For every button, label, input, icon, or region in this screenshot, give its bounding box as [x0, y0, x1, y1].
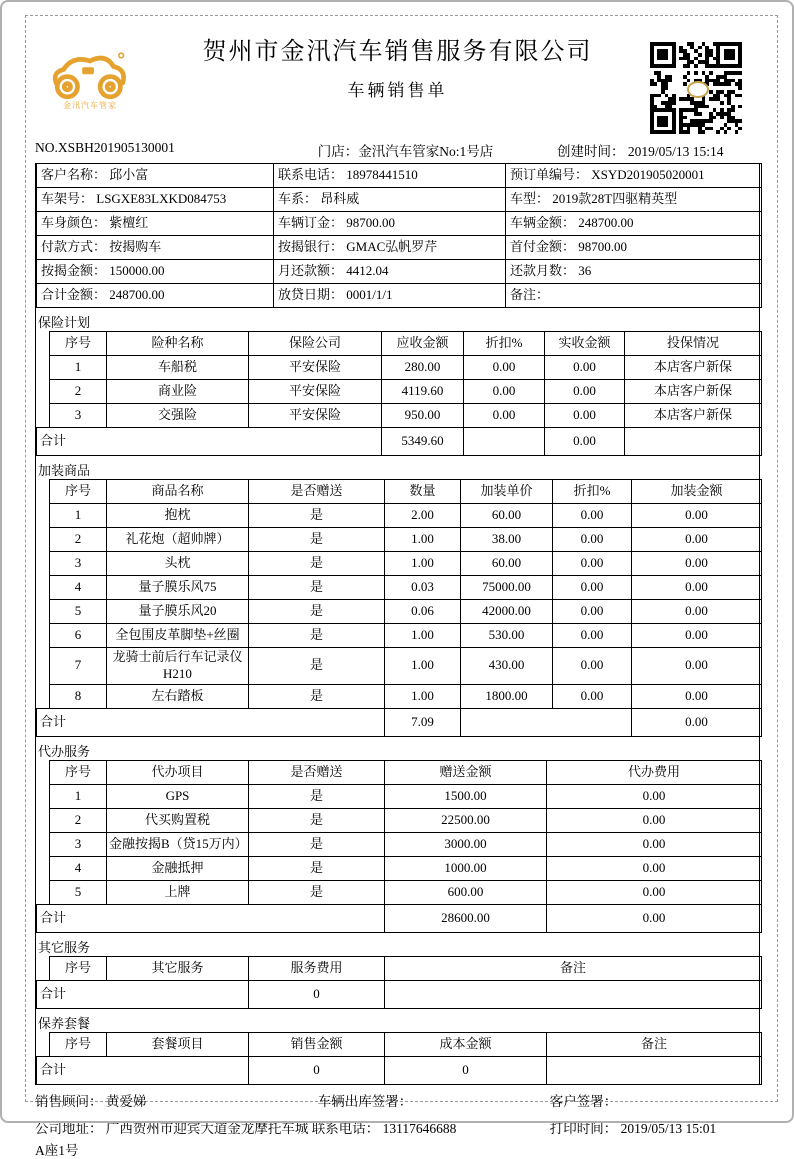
- table-cell: 4: [50, 856, 107, 880]
- table-cell: 0.00: [547, 880, 762, 904]
- table-cell: 0.00: [632, 528, 762, 552]
- table-cell: 0.00: [632, 684, 762, 708]
- table-row: [37, 648, 762, 685]
- table-cell: 是: [249, 504, 385, 528]
- table-cell: 量子膜乐风75: [107, 576, 249, 600]
- table-cell: 2: [50, 528, 107, 552]
- total-note: [385, 980, 762, 1008]
- table-row: [37, 528, 762, 552]
- total-mid-empty: [461, 708, 632, 736]
- table-row: [37, 856, 762, 880]
- logo-text: 金汛汽车管家: [63, 101, 117, 110]
- table-cell: 0.00: [553, 684, 632, 708]
- column-header: 险种名称: [107, 332, 249, 356]
- table-cell: 0.00: [464, 380, 545, 404]
- table-cell: 22500.00: [385, 808, 547, 832]
- table-cell: 按揭银行： GMAC弘帆罗芹: [274, 236, 506, 260]
- table-cell: 0.03: [385, 576, 461, 600]
- table-header-row: [37, 956, 762, 980]
- indent-spacer: [37, 880, 50, 904]
- table-cell: 0.00: [547, 856, 762, 880]
- table-cell: 0.00: [632, 576, 762, 600]
- table-cell: 1.00: [385, 648, 461, 685]
- table-cell: 商业险: [107, 380, 249, 404]
- company-logo: [35, 28, 145, 110]
- indent-spacer: [37, 808, 50, 832]
- column-header: 应收金额: [382, 332, 464, 356]
- addons-total-row: [37, 708, 762, 736]
- table-cell: 60.00: [461, 504, 553, 528]
- table-cell: 平安保险: [249, 356, 382, 380]
- table-cell: 量子膜乐风20: [107, 600, 249, 624]
- table-cell: 1: [50, 356, 107, 380]
- column-header: 商品名称: [107, 480, 249, 504]
- table-cell: 平安保险: [249, 380, 382, 404]
- table-cell: 0.00: [632, 624, 762, 648]
- table-cell: 0.00: [545, 404, 625, 428]
- total-note: [547, 1056, 762, 1084]
- indent-spacer: [37, 576, 50, 600]
- document-header: [35, 28, 760, 136]
- total-status: [625, 428, 762, 456]
- indent-spacer: [37, 1032, 50, 1056]
- qr-module: [738, 130, 742, 134]
- agency-table: [36, 760, 762, 933]
- customer-info-table: [36, 163, 762, 308]
- table-cell: 0.00: [632, 552, 762, 576]
- table-cell: 0.00: [547, 784, 762, 808]
- table-row: [37, 356, 762, 380]
- table-cell: 交强险: [107, 404, 249, 428]
- table-cell: 是: [249, 624, 385, 648]
- table-cell: 0.00: [545, 356, 625, 380]
- column-header: 投保情况: [625, 332, 762, 356]
- total-fee: 0.00: [547, 904, 762, 932]
- column-header: 序号: [50, 332, 107, 356]
- order-meta-line: [35, 140, 760, 160]
- total-qty: 7.09: [385, 708, 461, 736]
- column-header: 序号: [50, 1032, 107, 1056]
- column-header: 是否赠送: [249, 480, 385, 504]
- table-cell: 0.00: [547, 832, 762, 856]
- table-cell: 0.00: [553, 528, 632, 552]
- table-cell: 是: [249, 552, 385, 576]
- table-cell: 按揭金额： 150000.00: [37, 260, 274, 284]
- column-header: 是否赠送: [249, 760, 385, 784]
- table-cell: 是: [249, 528, 385, 552]
- table-cell: 8: [50, 684, 107, 708]
- total-label: 合计: [37, 428, 382, 456]
- table-row: [37, 552, 762, 576]
- table-cell: 全包围皮革脚垫+丝圈: [107, 624, 249, 648]
- table-cell: 0.00: [632, 600, 762, 624]
- table-row: [37, 684, 762, 708]
- table-cell: 本店客户新保: [625, 404, 762, 428]
- agency-section-title: 代办服务: [38, 743, 91, 759]
- table-cell: 280.00: [382, 356, 464, 380]
- column-header: 折扣%: [464, 332, 545, 356]
- table-cell: 是: [249, 856, 385, 880]
- table-cell: 1.00: [385, 552, 461, 576]
- address-line: [35, 1117, 760, 1137]
- column-header: 序号: [50, 480, 107, 504]
- column-header: 序号: [50, 760, 107, 784]
- car-logo-icon: [51, 46, 129, 104]
- column-header: 数量: [385, 480, 461, 504]
- store-name: 门店：金汛汽车管家No:1号店: [317, 144, 494, 159]
- table-cell: 1: [50, 784, 107, 808]
- signature-line: [35, 1090, 760, 1110]
- other-services-section-title: 其它服务: [38, 939, 91, 955]
- table-cell: 是: [249, 648, 385, 685]
- table-cell: 6: [50, 624, 107, 648]
- table-cell: 1.00: [385, 684, 461, 708]
- sales-order-page: [35, 28, 760, 1159]
- total-discount: [464, 428, 545, 456]
- table-cell: 2: [50, 380, 107, 404]
- table-cell: 0.00: [545, 380, 625, 404]
- table-cell: 1.00: [385, 624, 461, 648]
- indent-spacer: [37, 684, 50, 708]
- table-cell: 0.00: [632, 648, 762, 685]
- table-row: [37, 284, 762, 308]
- table-cell: 0.00: [553, 504, 632, 528]
- table-cell: 还款月数： 36: [506, 260, 762, 284]
- table-cell: 0.00: [547, 808, 762, 832]
- column-header: 序号: [50, 956, 107, 980]
- sales-consultant: 销售顾问： 黄爱娣: [35, 1093, 147, 1109]
- company-name: 贺州市金汛汽车销售服务有限公司: [202, 39, 593, 65]
- table-cell: 1000.00: [385, 856, 547, 880]
- other-services-total-row: [37, 980, 762, 1008]
- document-body: [35, 163, 760, 1085]
- table-cell: 是: [249, 880, 385, 904]
- table-cell: 0.06: [385, 600, 461, 624]
- total-label: 合计: [37, 904, 385, 932]
- table-cell: 放贷日期： 0001/1/1: [274, 284, 506, 308]
- table-cell: 车身颜色： 紫檀红: [37, 212, 274, 236]
- table-row: [37, 164, 762, 188]
- table-cell: 530.00: [461, 624, 553, 648]
- column-header: 代办费用: [547, 760, 762, 784]
- table-header-row: [37, 480, 762, 504]
- company-address: 公司地址： 广西贺州市迎宾大道金龙摩托车城 联系电话： 13117646688: [35, 1120, 457, 1136]
- table-cell: 车船税: [107, 356, 249, 380]
- table-cell: 1.00: [385, 528, 461, 552]
- table-cell: 是: [249, 808, 385, 832]
- table-row: [37, 808, 762, 832]
- total-label: 合计: [37, 708, 385, 736]
- column-header: 备注: [385, 956, 762, 980]
- table-cell: 是: [249, 832, 385, 856]
- qr-code: [650, 42, 742, 134]
- insurance-total-row: [37, 428, 762, 456]
- table-cell: 车系： 昂科威: [274, 188, 506, 212]
- table-cell: 2.00: [385, 504, 461, 528]
- column-header: 加装单价: [461, 480, 553, 504]
- table-row: [37, 576, 762, 600]
- table-cell: 1500.00: [385, 784, 547, 808]
- column-header: 加装金额: [632, 480, 762, 504]
- table-row: [37, 404, 762, 428]
- maintenance-table: [36, 1032, 762, 1085]
- total-sale: 0: [249, 1056, 385, 1084]
- table-cell: 7: [50, 648, 107, 685]
- table-cell: 预订单编号： XSYD201905020001: [506, 164, 762, 188]
- other-services-table: [36, 956, 762, 1009]
- table-cell: 42000.00: [461, 600, 553, 624]
- table-cell: 是: [249, 684, 385, 708]
- table-cell: 0.00: [553, 648, 632, 685]
- indent-spacer: [37, 332, 50, 356]
- table-cell: 本店客户新保: [625, 380, 762, 404]
- document-footer: [35, 1090, 760, 1159]
- table-row: [37, 600, 762, 624]
- table-cell: 上牌: [107, 880, 249, 904]
- table-cell: 金融抵押: [107, 856, 249, 880]
- table-cell: 车辆金额： 248700.00: [506, 212, 762, 236]
- table-cell: 客户名称： 邱小富: [37, 164, 274, 188]
- column-header: 折扣%: [553, 480, 632, 504]
- address-line-2: A座1号: [35, 1142, 79, 1158]
- indent-spacer: [37, 480, 50, 504]
- table-cell: 联系电话： 18978441510: [274, 164, 506, 188]
- table-cell: 4119.60: [382, 380, 464, 404]
- total-received: 0.00: [545, 428, 625, 456]
- total-cost: 0: [385, 1056, 547, 1084]
- title-block: [145, 28, 650, 101]
- indent-spacer: [37, 760, 50, 784]
- indent-spacer: [37, 624, 50, 648]
- table-cell: 0.00: [553, 552, 632, 576]
- table-cell: 抱枕: [107, 504, 249, 528]
- indent-spacer: [37, 380, 50, 404]
- maintenance-total-row: [37, 1056, 762, 1084]
- table-cell: 600.00: [385, 880, 547, 904]
- table-cell: 备注：: [506, 284, 762, 308]
- indent-spacer: [37, 600, 50, 624]
- column-header: 套餐项目: [107, 1032, 249, 1056]
- total-gift: 28600.00: [385, 904, 547, 932]
- table-row: [37, 380, 762, 404]
- insurance-section-title: 保险计划: [38, 315, 91, 330]
- table-cell: 4: [50, 576, 107, 600]
- table-cell: 付款方式： 按揭购车: [37, 236, 274, 260]
- table-cell: 3000.00: [385, 832, 547, 856]
- maintenance-section-title: 保养套餐: [38, 1015, 91, 1031]
- table-row: [37, 236, 762, 260]
- table-row: [37, 504, 762, 528]
- column-header: 备注: [547, 1032, 762, 1056]
- table-cell: 是: [249, 784, 385, 808]
- table-cell: 0.00: [464, 356, 545, 380]
- indent-spacer: [37, 404, 50, 428]
- table-cell: 首付金额： 98700.00: [506, 236, 762, 260]
- table-cell: 950.00: [382, 404, 464, 428]
- table-cell: 0.00: [553, 600, 632, 624]
- table-cell: 车型： 2019款28T四驱精英型: [506, 188, 762, 212]
- indent-spacer: [37, 356, 50, 380]
- table-cell: 0.00: [632, 504, 762, 528]
- table-cell: 是: [249, 600, 385, 624]
- qr-center-logo-icon: [687, 81, 709, 98]
- indent-spacer: [37, 648, 50, 685]
- insurance-table: [36, 331, 762, 456]
- column-header: 成本金额: [385, 1032, 547, 1056]
- table-cell: 38.00: [461, 528, 553, 552]
- customer-signature-label: 客户签署：: [549, 1093, 618, 1109]
- indent-spacer: [37, 552, 50, 576]
- indent-spacer: [37, 784, 50, 808]
- table-cell: 3: [50, 832, 107, 856]
- table-cell: 左右踏板: [107, 684, 249, 708]
- table-cell: 0.00: [553, 576, 632, 600]
- created-time: 创建时间： 2019/05/13 15:14: [557, 144, 724, 159]
- total-amount: 0.00: [632, 708, 762, 736]
- table-cell: 2: [50, 808, 107, 832]
- table-cell: 礼花炮（超帅牌）: [107, 528, 249, 552]
- table-header-row: [37, 332, 762, 356]
- table-cell: 金融按揭B（贷15万内）: [107, 832, 249, 856]
- column-header: 服务费用: [249, 956, 385, 980]
- table-cell: 1800.00: [461, 684, 553, 708]
- indent-spacer: [37, 528, 50, 552]
- table-cell: 75000.00: [461, 576, 553, 600]
- column-header: 赠送金额: [385, 760, 547, 784]
- column-header: 代办项目: [107, 760, 249, 784]
- table-cell: 3: [50, 404, 107, 428]
- order-number: NO.XSBH201905130001: [35, 140, 175, 155]
- table-cell: 5: [50, 600, 107, 624]
- table-cell: 龙骑士前后行车记录仪H210: [107, 648, 249, 685]
- table-row: [37, 832, 762, 856]
- column-header: 保险公司: [249, 332, 382, 356]
- table-row: [37, 260, 762, 284]
- total-label: 合计: [37, 1056, 249, 1084]
- table-cell: 代买购置税: [107, 808, 249, 832]
- outbound-signature-label: 车辆出库签署：: [317, 1093, 413, 1109]
- column-header: 销售金额: [249, 1032, 385, 1056]
- table-cell: 5: [50, 880, 107, 904]
- table-cell: 0.00: [553, 624, 632, 648]
- addons-section-title: 加装商品: [38, 463, 91, 478]
- table-cell: 头枕: [107, 552, 249, 576]
- table-cell: 合计金额： 248700.00: [37, 284, 274, 308]
- table-cell: 月还款额： 4412.04: [274, 260, 506, 284]
- table-cell: 0.00: [464, 404, 545, 428]
- indent-spacer: [37, 832, 50, 856]
- print-time: 打印时间： 2019/05/13 15:01: [549, 1120, 717, 1136]
- indent-spacer: [37, 504, 50, 528]
- table-cell: 车辆订金： 98700.00: [274, 212, 506, 236]
- column-header: 其它服务: [107, 956, 249, 980]
- table-row: [37, 880, 762, 904]
- table-row: [37, 784, 762, 808]
- addons-table: [36, 479, 762, 737]
- table-cell: 430.00: [461, 648, 553, 685]
- table-row: [37, 188, 762, 212]
- table-cell: GPS: [107, 784, 249, 808]
- table-header-row: [37, 760, 762, 784]
- agency-total-row: [37, 904, 762, 932]
- table-row: [37, 212, 762, 236]
- total-label: 合计: [37, 980, 249, 1008]
- table-cell: 60.00: [461, 552, 553, 576]
- table-cell: 平安保险: [249, 404, 382, 428]
- table-cell: 1: [50, 504, 107, 528]
- indent-spacer: [37, 856, 50, 880]
- indent-spacer: [37, 956, 50, 980]
- table-cell: 本店客户新保: [625, 356, 762, 380]
- document-title: 车辆销售单: [347, 80, 448, 100]
- table-cell: 是: [249, 576, 385, 600]
- table-header-row: [37, 1032, 762, 1056]
- table-cell: 3: [50, 552, 107, 576]
- table-row: [37, 624, 762, 648]
- total-receivable: 5349.60: [382, 428, 464, 456]
- column-header: 实收金额: [545, 332, 625, 356]
- total-fee: 0: [249, 980, 385, 1008]
- table-cell: 车架号： LSGXE83LXKD084753: [37, 188, 274, 212]
